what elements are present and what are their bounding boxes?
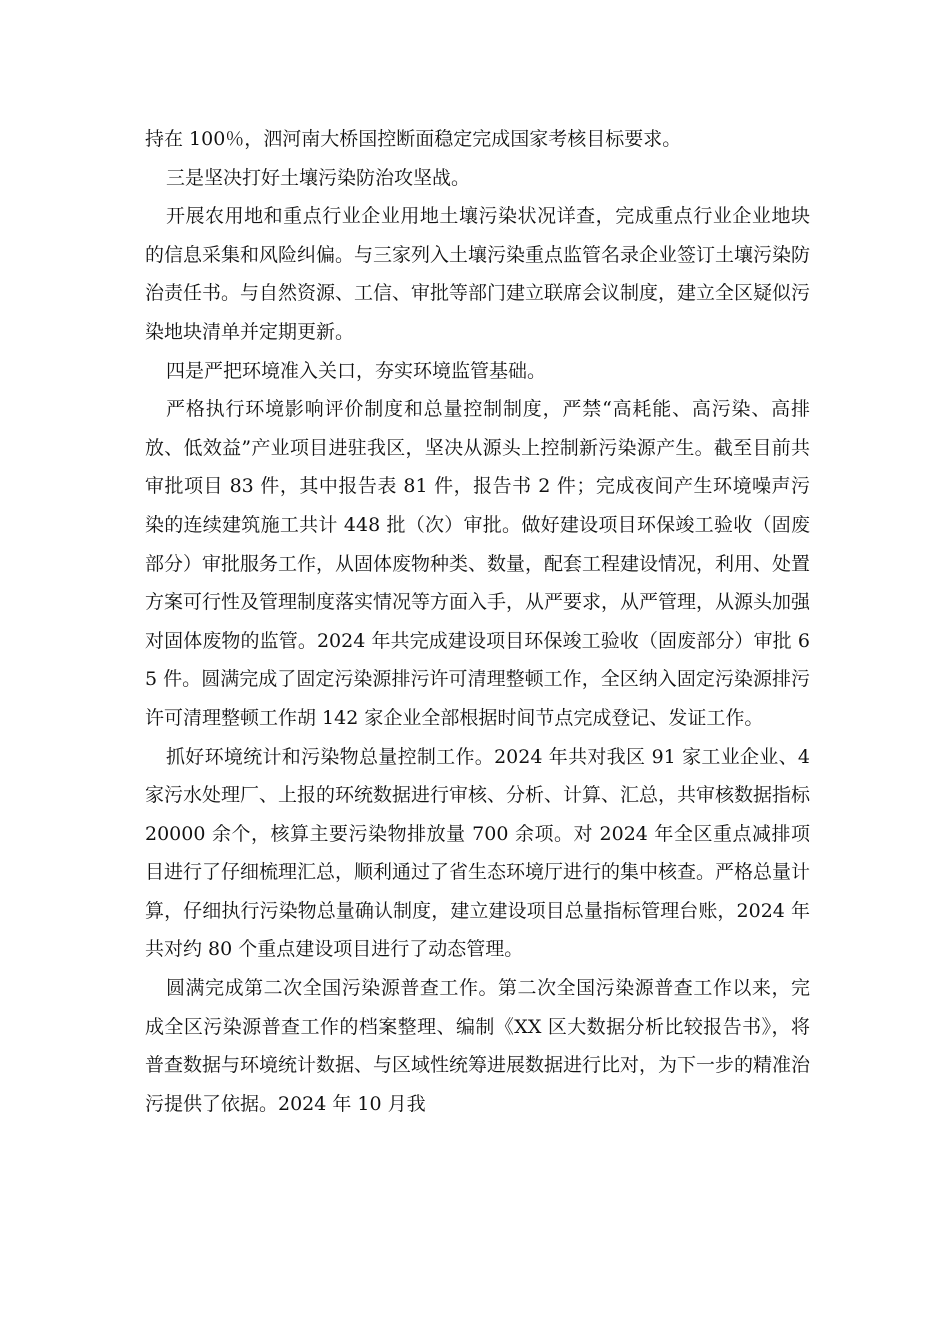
paragraph-soil: 开展农用地和重点行业企业用地土壤污染状况详查，完成重点行业企业地块的信息采集和风险纠偏。与三家列入土壤污染重点监管名录企业签订土壤污染防治责任书。与自然资源、工信、审批等部门建立联席会议制度，建立全区疑似污染地块清单并定期更新。 bbox=[145, 205, 811, 343]
paragraph-statistics: 抓好环境统计和污染物总量控制工作。2024 年共对我区 91 家工业企业、4 家污水处理厂、上报的环统数据进行审核、分析、计算、汇总，共审核数据指标 20000 余个，核算主要污染物排放量 700 余项。对 2024 年全区重点减排项目进行了仔细梳理汇总，顺利通过了省生态环境厅进行的集中核查。严格总量计算，仔细执行污染物总量确认制度，建立建设项目总量指标管理台账，2024 年共对约 80 个重点建设项目进行了动态管理。 bbox=[145, 745, 811, 961]
paragraph-continuation: 持在 100％，泗河南大桥国控断面稳定完成国家考核目标要求。 bbox=[145, 128, 682, 150]
section-heading-access: 四是严把环境准入关口，夯实环境监管基础。 bbox=[166, 359, 547, 382]
section-heading-soil: 三是坚决打好土壤污染防治攻坚战。 bbox=[166, 166, 471, 189]
paragraph-census: 圆满完成第二次全国污染源普查工作。第二次全国污染源普查工作以来，完成全区污染源普查工作的档案整理、编制《XX 区大数据分析比较报告书》，将普查数据与环境统计数据、与区域性统筹进展数据进行比对，为下一步的精准治污提供了依据。2024 年 10 月我 bbox=[145, 977, 811, 1115]
paragraph-eia: 严格执行环境影响评价制度和总量控制制度，严禁“高耗能、高污染、高排放、低效益”产业项目进驻我区，坚决从源头上控制新污染源产生。截至目前共审批项目 83 件，其中报告表 81 件，报告书 2 件；完成夜间产生环境噪声污染的连续建筑施工共计 448 批（次）审批。做好建设项目环保竣工验收（固废部分）审批服务工作，从固体废物种类、数量，配套工程建设情况，利用、处置方案可行性及管理制度落实情况等方面入手，从严要求，从严管理，从源头加强对固体废物的监管。2024 年共完成建设项目环保竣工验收（固废部分）审批 65 件。圆满完成了固定污染源排污许可清理整顿工作，全区纳入固定污染源排污许可清理整顿工作胡 142 家企业全部根据时间节点完成登记、发证工作。 bbox=[145, 398, 811, 729]
document-page bbox=[145, 120, 810, 1123]
